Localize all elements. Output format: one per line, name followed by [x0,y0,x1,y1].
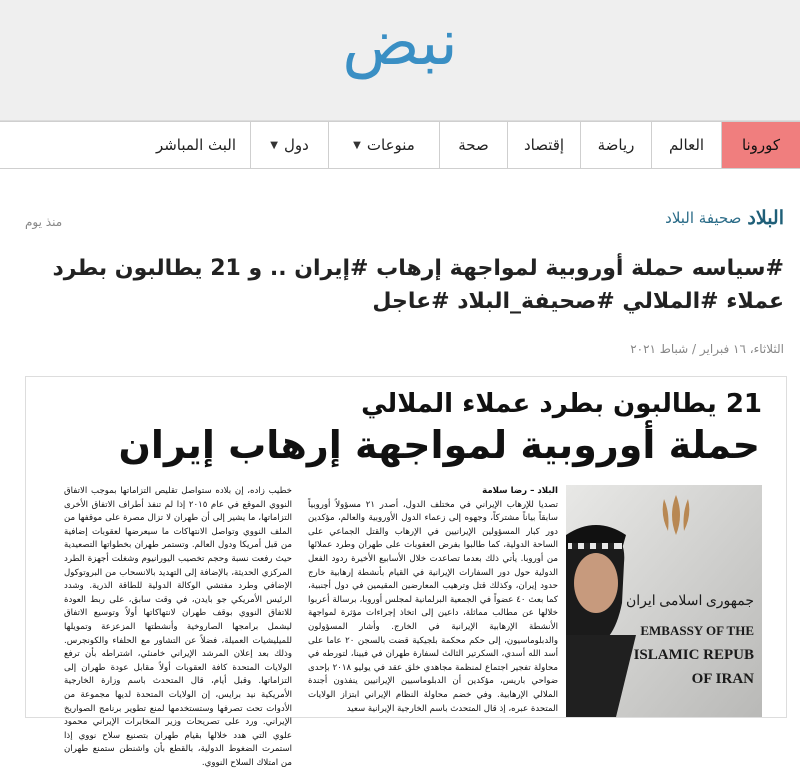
clipping-byline: البلاد – رضا سلامة [482,486,558,496]
svg-text:EMBASSY OF THE: EMBASSY OF THE [640,623,754,638]
article-time-ago: منذ يوم [25,215,63,229]
masthead [0,0,800,121]
nav-item-sports[interactable]: رياضة [580,122,651,168]
nav-item-world[interactable]: العالم [651,122,721,168]
nav-item-corona[interactable]: كورونا [721,122,800,168]
nav-item-misc[interactable]: منوعات ▼ [328,122,439,168]
source-name: صحيفة البلاد [665,209,742,227]
nav-item-countries[interactable]: دول ▼ [250,122,328,168]
nabd-logo[interactable] [310,2,490,82]
clipping-body-1: تصديا للإرهاب الإيراني في مختلف الدول، أصدر ٢١ مسؤولاً أوروبياً سابقاً بياناً مشتركاً، وجهوه إلى زعماء الدول الأوروبية والعالم، مؤكدين دور كبار المسؤولين الإيرانيين في الإرهاب والقتل الجماعي على الساحة الدولية، كما طالبوا بفرض العقوبات على طهران وطرد عملائها من أوروبا. يأتي ذلك بعدما تصاعدت خلال الأسابيع الأخيرة ردود الفعل الدولية حول دور السفارات الإيرانية في القيام بأنشطة إرهابية خارج حدود إيران، وكذلك قتل وترهيب المعارضين المقيمين في دول أجنبية، كما بعث ٤٠ عضواً في الجمعية البرلمانية لمجلس أوروبا، برسالة أعربوا خلالها عن مطالب مماثلة، داعين إلى اتخاذ إجراءات مؤثرة لمواجهة الأنشطة الإرهابية الإيرانية في الخارج. وأشار المسؤولون والدبلوماسيون، إلى حكم محكمة بلجيكية قضت بالسجن ٢٠ عاما على أسد الله أسدي، السكرتير الثالث لسفارة طهران في فيينا، لتورطه في محاولة تفجير اجتماع لمنظمة مجاهدي خلق عقد في يوليو ٢٠١٨ بإحدى ضواحي باريس، مؤكدين أن الدبلوماسيين الإيرانيين ينفذون أجندة الملالي الإرهابية. وفي خضم محاولة النظام الإيراني ابتزاز الولايات المتحدة عبره، إذ قال المتحدث باسم الخارجية الإيرانية سعيد [308,499,558,714]
article-source-row [25,207,784,233]
article-headline: #سياسه حملة أوروبية لمواجهة إرهاب #إيران .. و 21 يطالبون بطرد عملاء #الملالي #صحيفة_البلاد #عاجل [52,256,784,314]
svg-text:OF IRAN: OF IRAN [691,671,754,687]
clipping-main-title: حملة أوروبية لمواجهة إرهاب إيران [118,423,760,467]
clipping-subtitle: 21 يطالبون بطرد عملاء الملالي [361,389,762,419]
article-date: الثلاثاء، ١٦ فبراير / شباط ٢٠٢١ [630,342,784,356]
svg-text:جمهوری اسلامی ایران: جمهوری اسلامی ایران [626,594,754,609]
nav-item-live[interactable]: البث المباشر [155,136,237,154]
main-nav [0,121,800,169]
chevron-down-icon: ▼ [353,139,361,151]
clipping-column-2: خطيب زاده، إن بلاده ستواصل تقليص التزاماتها بموجب الاتفاق النووي الموقع في عام ٢٠١٥ إذا لم تنفذ أطراف الاتفاق الأخرى التزاماتها، ما يشير إلى أن طهران لا تزال مصرة على موقفها من الملف النووي وتواصل الانتهاكات ما سيعرضها لعقوبات إضافية من قبل أمريكا ودول العالم. وتستمر طهران بخطواتها التصعيدية حيث رفعت نسبة وحجم تخصيب اليورانيوم وشغلت أجهزة الطرد المركزي الحديثة، بالإضافة إلى التهديد بالانسحاب من البروتوكول الإضافي وطرد مفتشي الوكالة الدولية للطاقة الذرية. وشدد الرئيس الأمريكي جو بايدن، في وقت سابق، على ربط العودة للاتفاق النووي بوقف طهران لانتهاكاتها أولاً وتوسيع الاتفاق ليشمل برامجها الصاروخية وأنشطتها المزعزعة وتمويلها للميليشيات العميلة، فضلاً عن التشاور مع الحلفاء والكونجرس. وذلك بعد إعلان المرشد الإيراني خامنئي، اشتراطه بأن ترفع الولايات المتحدة كافة العقوبات أولاً مقابل عودة طهران إلى التزاماتها. وقبل أيام، قال المتحدث باسم وزارة الخارجية الأمريكية نيد برايس، إن الولايات المتحدة لديها مجموعة من الأدوات تحت تصرفها وستستخدمها لمنع تطوير برنامج الصواريخ الإيراني. ورد على تصريحات وزير المخابرات الإيراني محمود علوي التي هدد خلالها بقيام طهران بتصنيع سلاح نووي إذا استمرت الضغوط الدولية، بالقطع بأن واشنطن ستمنع طهران من امتلاك السلاح النووي. [64,486,292,768]
source-logo: البلاد [747,207,784,229]
source-link[interactable] [665,207,784,229]
embassy-photo [566,485,762,717]
nav-item-health[interactable]: صحة [439,122,507,168]
article-image [25,376,787,768]
svg-text:ISLAMIC REPUB: ISLAMIC REPUB [633,647,754,663]
svg-text:نبض: نبض [342,6,458,80]
clipping-column-1 [308,485,558,717]
nav-item-economy[interactable]: إقتصاد [507,122,580,168]
chevron-down-icon: ▼ [270,139,278,151]
